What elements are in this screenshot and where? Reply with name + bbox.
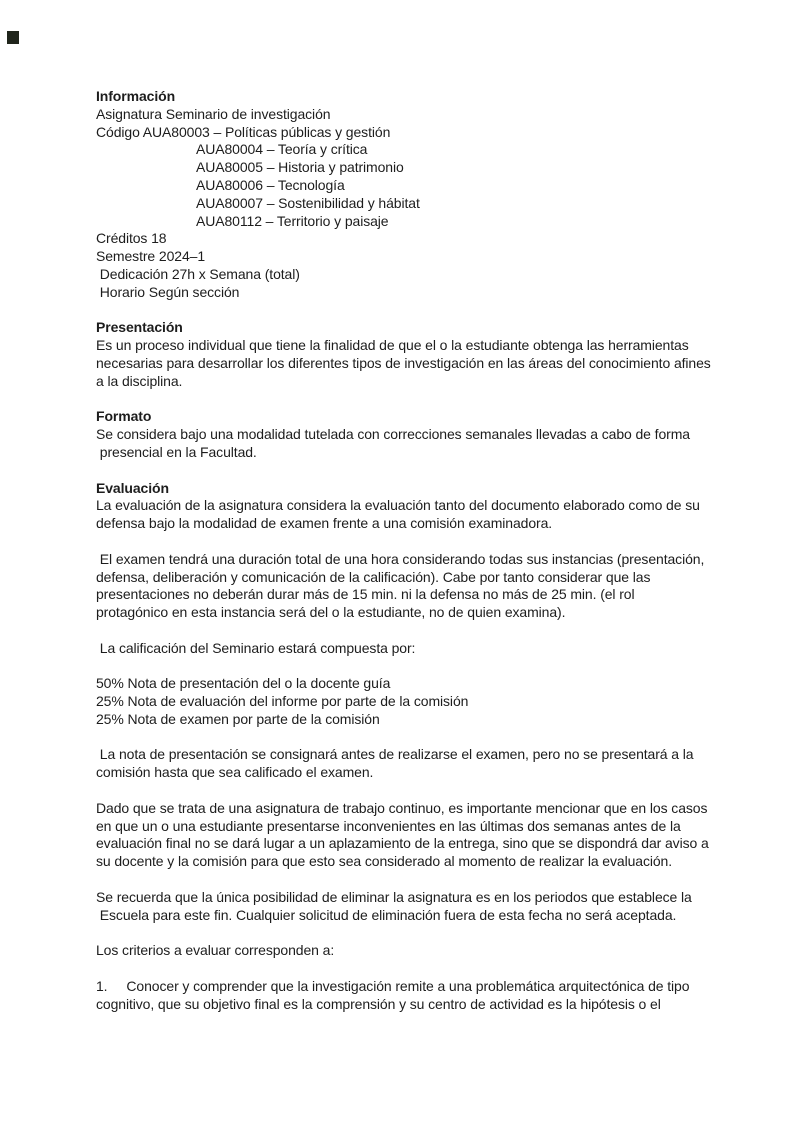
text-line: protagónico en esta instancia será del o la estudiante, no de quien examina). — [96, 604, 566, 621]
text-line: Es un proceso individual que tiene la finalidad de que el o la estudiante obtenga las herramientas — [96, 337, 689, 354]
text-line: su docente y la comisión para que esto sea considerado al momento de realizar la evaluación. — [96, 853, 673, 870]
blank-line — [96, 729, 756, 747]
text-line: AUA80007 – Sostenibilidad y hábitat — [196, 194, 420, 211]
text-line: El examen tendrá una duración total de una hora considerando todas sus instancias (presentación, — [96, 550, 705, 567]
text-line: AUA80004 – Teoría y crítica — [196, 141, 368, 158]
text-line: Los criterios a evaluar corresponden a: — [96, 942, 335, 959]
corner-mark — [7, 31, 19, 44]
text-line: evaluación final no se dará lugar a un aplazamiento de la entrega, sino que se dispondrá dar aviso a — [96, 835, 709, 852]
blank-line — [96, 462, 756, 480]
text-line: Dedicación 27h x Semana (total) — [96, 265, 300, 282]
blank-line — [96, 871, 756, 889]
text-line: La calificación del Seminario estará compuesta por: — [96, 639, 416, 656]
text-line: 25% Nota de evaluación del informe por parte de la comisión — [96, 693, 469, 710]
text-line: Dado que se trata de una asignatura de trabajo continuo, es importante mencionar que en los casos — [96, 799, 708, 816]
text-line: Se considera bajo una modalidad tutelada con correcciones semanales llevadas a cabo de forma — [96, 426, 690, 443]
text-line: Escuela para este fin. Cualquier solicitud de eliminación fuera de esta fecha no será aceptada. — [96, 906, 677, 923]
text-line: Código AUA80003 – Políticas públicas y gestión — [96, 123, 391, 140]
text-line: AUA80006 – Tecnología — [196, 176, 345, 193]
text-line: La nota de presentación se consignará antes de realizarse el examen, pero no se presentará a la — [96, 746, 694, 763]
text-line: defensa bajo la modalidad de examen frente a una comisión examinadora. — [96, 515, 553, 532]
section-heading: Formato — [96, 408, 152, 425]
blank-line — [96, 302, 756, 320]
blank-line — [96, 960, 756, 978]
blank-line — [96, 782, 756, 800]
text-line: Se recuerda que la única posibilidad de eliminar la asignatura es en los periodos que establece la — [96, 888, 692, 905]
section-heading: Información — [96, 88, 176, 104]
text-line: a la disciplina. — [96, 372, 183, 389]
text-line: en que un o una estudiante presentarse inconvenientes en las últimas dos semanas antes de la — [96, 817, 681, 834]
blank-line — [96, 622, 756, 640]
text-line: 1. Conocer y comprender que la investigación remite a una problemática arquitectónica de tipo — [96, 977, 690, 994]
text-line: presentaciones no deberán durar más de 15 min. ni la defensa no más de 25 min. (el rol — [96, 586, 635, 603]
section-heading: Presentación — [96, 319, 183, 336]
text-line: defensa, deliberación y comunicación de la calificación). Cabe por tanto considerar que las — [96, 568, 651, 585]
text-line: Semestre 2024–1 — [96, 248, 206, 265]
document-content — [96, 88, 756, 1013]
text-line: 50% Nota de presentación del o la docente guía — [96, 675, 391, 692]
text-line: Asignatura Seminario de investigación — [96, 105, 331, 122]
text-line: presencial en la Facultad. — [96, 443, 257, 460]
blank-line — [96, 658, 756, 676]
text-line: La evaluación de la asignatura considera la evaluación tanto del documento elaborado como de su — [96, 497, 700, 514]
text-line: cognitivo, que su objetivo final es la comprensión y su centro de actividad es la hipótesis o el — [96, 995, 661, 1012]
text-line: 25% Nota de examen por parte de la comisión — [96, 710, 380, 727]
text-line: AUA80005 – Historia y patrimonio — [196, 159, 404, 176]
text-line: AUA80112 – Territorio y paisaje — [196, 212, 389, 229]
blank-line — [96, 924, 756, 942]
blank-line — [96, 533, 756, 551]
blank-line — [96, 391, 756, 409]
text-line: necesarias para desarrollar los diferentes tipos de investigación en las áreas del conocimiento afines — [96, 354, 711, 371]
text-line: Horario Según sección — [96, 283, 240, 300]
section-heading: Evaluación — [96, 479, 169, 496]
text-line: comisión hasta que sea calificado el examen. — [96, 764, 374, 781]
text-line: Créditos 18 — [96, 230, 167, 247]
